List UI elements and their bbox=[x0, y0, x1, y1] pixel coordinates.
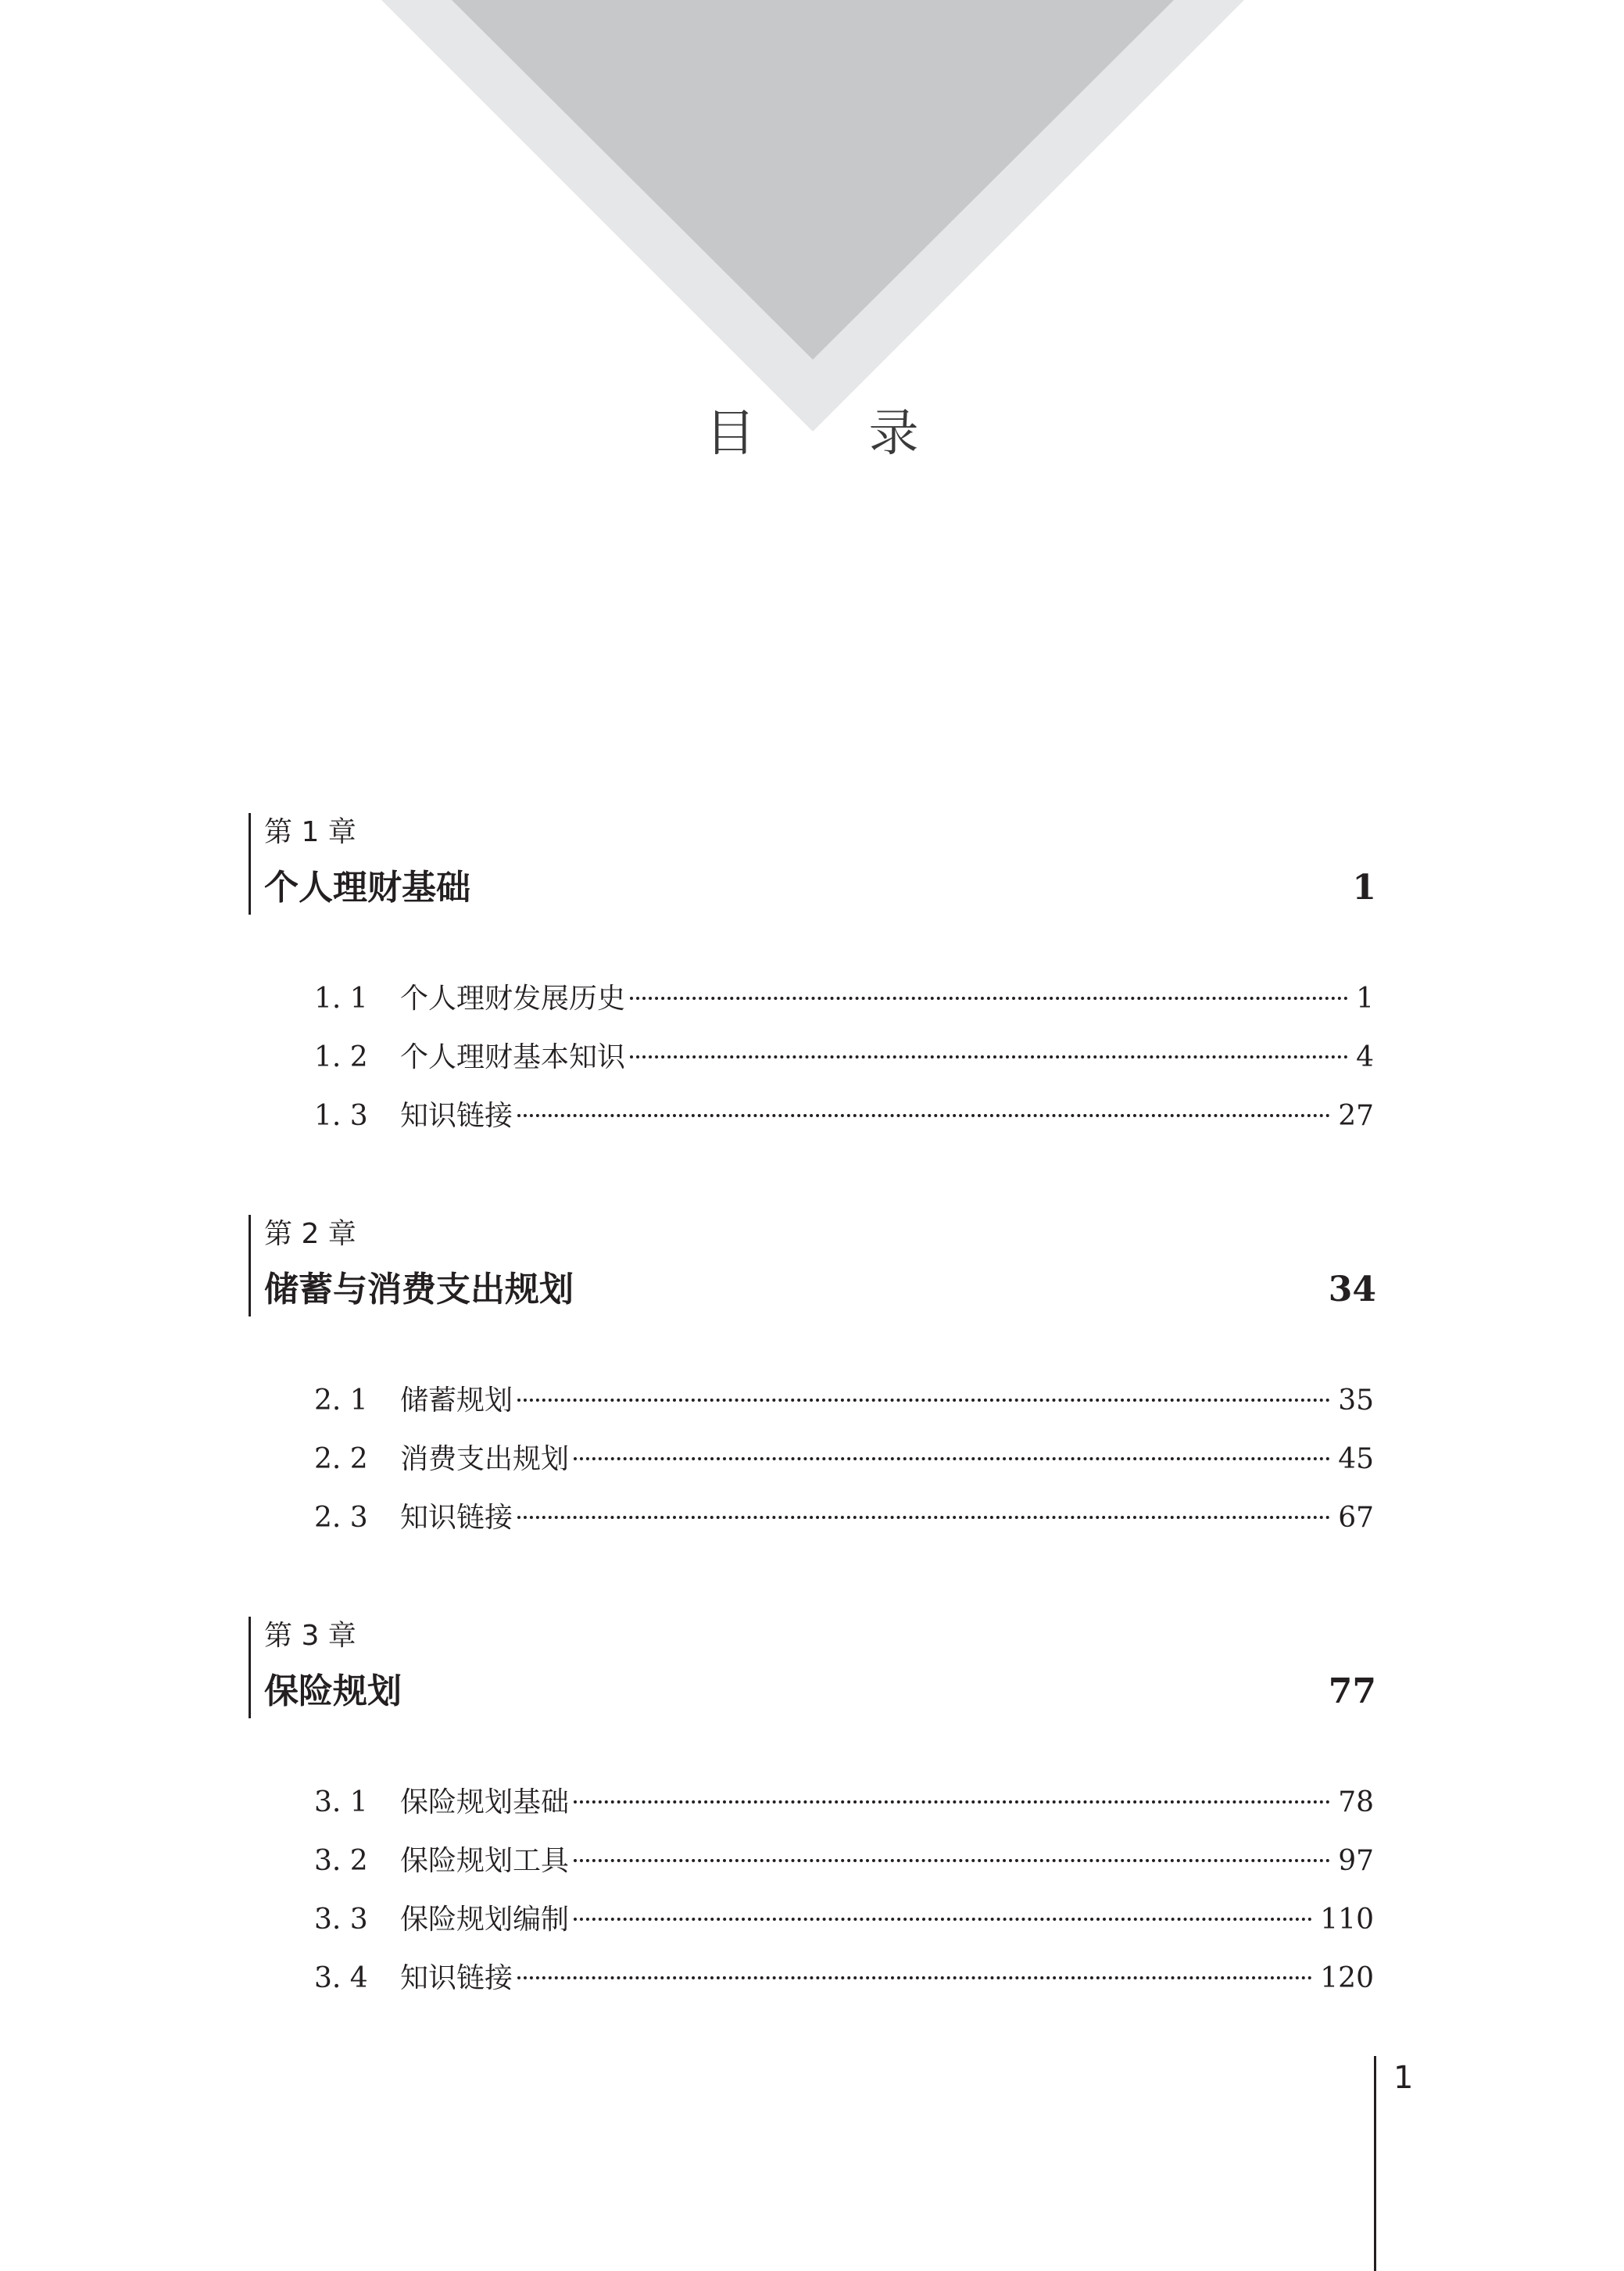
section-title: 保险规划编制 bbox=[400, 1904, 570, 1936]
dot-leader bbox=[574, 1800, 1330, 1804]
section-title: 个人理财基本知识 bbox=[400, 1041, 626, 1073]
section-page-number: 78 bbox=[1338, 1786, 1374, 1818]
section-title: 知识链接 bbox=[400, 1962, 513, 1994]
section-page-number: 110 bbox=[1320, 1904, 1374, 1936]
dot-leader bbox=[574, 1457, 1330, 1460]
section-title: 保险规划基础 bbox=[400, 1786, 570, 1818]
chapter-title: 个人理财基础 bbox=[264, 868, 470, 908]
chapter-page-number: 1 bbox=[1352, 868, 1376, 908]
chapter-number: 第 1 章 bbox=[264, 816, 356, 848]
chapter-page-number: 77 bbox=[1328, 1671, 1376, 1711]
section-number: 3. 3 bbox=[314, 1904, 368, 1936]
section-number: 1. 3 bbox=[314, 1100, 368, 1132]
section-number: 3. 4 bbox=[314, 1962, 368, 1994]
section-page-number: 35 bbox=[1338, 1384, 1374, 1417]
section-page-number: 97 bbox=[1338, 1845, 1374, 1877]
chapter-title: 保险规划 bbox=[264, 1671, 402, 1711]
section-number: 2. 1 bbox=[314, 1384, 368, 1417]
section-page-number: 1 bbox=[1356, 983, 1374, 1015]
dot-leader bbox=[517, 1516, 1330, 1519]
section-number: 2. 3 bbox=[314, 1502, 368, 1534]
toc-entry[interactable] bbox=[314, 1890, 1374, 1949]
section-list bbox=[314, 969, 1374, 1145]
section-number: 3. 2 bbox=[314, 1845, 368, 1877]
chapter-page-number: 34 bbox=[1328, 1270, 1376, 1309]
toc-entry[interactable] bbox=[314, 1028, 1374, 1087]
section-page-number: 27 bbox=[1338, 1100, 1374, 1132]
decorative-triangle-graphic bbox=[0, 0, 1624, 438]
toc-entry[interactable] bbox=[314, 969, 1374, 1028]
chapter-2 bbox=[249, 1215, 1374, 1617]
toc-entry[interactable] bbox=[314, 1430, 1374, 1488]
page-folio bbox=[1374, 2056, 1470, 2271]
toc-entry[interactable] bbox=[314, 1949, 1374, 2008]
chapter-3 bbox=[249, 1617, 1374, 2018]
dot-leader bbox=[517, 1976, 1312, 1979]
dot-leader bbox=[517, 1399, 1330, 1402]
section-number: 1. 2 bbox=[314, 1041, 368, 1073]
toc-entry[interactable] bbox=[314, 1773, 1374, 1832]
table-of-contents bbox=[249, 813, 1374, 2018]
toc-entry[interactable] bbox=[314, 1087, 1374, 1145]
section-title: 消费支出规划 bbox=[400, 1443, 570, 1475]
section-number: 3. 1 bbox=[314, 1786, 368, 1818]
section-title: 知识链接 bbox=[400, 1502, 513, 1534]
section-page-number: 4 bbox=[1356, 1041, 1374, 1073]
chapter-header[interactable] bbox=[249, 1617, 1374, 1718]
chapter-1 bbox=[249, 813, 1374, 1215]
dot-leader bbox=[630, 997, 1348, 1000]
section-number: 1. 1 bbox=[314, 983, 368, 1015]
chapter-number: 第 3 章 bbox=[264, 1620, 356, 1652]
section-page-number: 67 bbox=[1338, 1502, 1374, 1534]
section-title: 知识链接 bbox=[400, 1100, 513, 1132]
dot-leader bbox=[517, 1114, 1330, 1117]
section-title: 个人理财发展历史 bbox=[400, 983, 626, 1015]
section-title: 保险规划工具 bbox=[400, 1845, 570, 1877]
toc-entry[interactable] bbox=[314, 1488, 1374, 1547]
section-list bbox=[314, 1773, 1374, 2008]
dot-leader bbox=[630, 1055, 1348, 1058]
dot-leader bbox=[574, 1859, 1330, 1862]
section-page-number: 120 bbox=[1320, 1962, 1374, 1994]
chapter-header[interactable] bbox=[249, 813, 1374, 915]
page-title: 目录 bbox=[705, 405, 1032, 463]
section-list bbox=[314, 1371, 1374, 1547]
section-page-number: 45 bbox=[1338, 1443, 1374, 1475]
triangle-inner bbox=[452, 0, 1174, 360]
folio-page-number: 1 bbox=[1393, 2060, 1414, 2096]
chapter-number: 第 2 章 bbox=[264, 1218, 356, 1250]
toc-entry[interactable] bbox=[314, 1832, 1374, 1890]
section-title: 储蓄规划 bbox=[400, 1384, 513, 1417]
dot-leader bbox=[574, 1918, 1312, 1921]
toc-entry[interactable] bbox=[314, 1371, 1374, 1430]
chapter-title: 储蓄与消费支出规划 bbox=[264, 1270, 574, 1309]
chapter-header[interactable] bbox=[249, 1215, 1374, 1316]
section-number: 2. 2 bbox=[314, 1443, 368, 1475]
